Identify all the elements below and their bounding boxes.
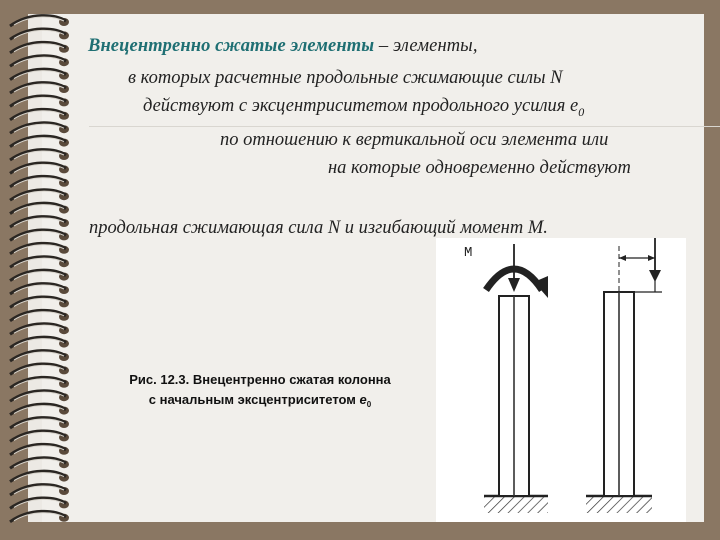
spiral-ring [10,444,69,454]
caption-line-1: Рис. 12.3. Внецентренно сжатая колонна [129,372,391,387]
spiral-ring [10,217,69,227]
dim-arrow-right [648,255,655,261]
caption-line-2 [90,390,430,415]
spiral-ring [10,243,69,253]
definition-heading [88,36,478,57]
right-force-label [665,238,673,243]
left-force-arrowhead [508,278,520,292]
definition-line-5: продольная сжимающая сила N и изгибающий момент M. [89,218,548,238]
spiral-ring [10,123,69,133]
spiral-ring [10,471,69,481]
spiral-ring [10,16,69,26]
spiral-ring [10,69,69,79]
spiral-ring [10,458,69,468]
spiral-ring [10,324,69,334]
eccentricity-letter [622,238,630,240]
spiral-ring [10,377,69,387]
eccentricity-label [622,238,638,240]
spiral-ring [10,109,69,119]
definition-line-4: на которые одновременно действуют [328,158,631,178]
spiral-ring [10,418,69,428]
spiral-ring [10,270,69,280]
defined-term: Внецентренно сжатые элементы [88,36,375,56]
divider [89,126,720,127]
caption-line-2-text: с начальным эксцентриситетом [148,392,356,407]
spiral-ring [10,29,69,39]
spiral-ring [10,257,69,267]
spiral-ring [10,337,69,347]
definition-line-2-subscript: 0 [578,105,585,119]
spiral-ring [10,404,69,414]
dim-arrow-left [619,255,626,261]
spiral-ring [10,150,69,160]
caption-e: е [359,392,367,407]
definition-dash: – элементы, [374,36,478,56]
spiral-ring [10,230,69,240]
spiral-ring [10,310,69,320]
spiral-ring [10,56,69,66]
eccentricity-subscript [630,238,638,240]
spiral-ring [10,297,69,307]
spiral-ring [10,511,69,521]
spiral-ring [10,284,69,294]
moment-label: M [464,245,473,261]
caption-e-subscript: 0 [366,400,372,409]
column-figure [436,238,686,522]
spiral-ring [10,203,69,213]
spiral-ring [10,176,69,186]
spiral-ring [10,42,69,52]
right-column [586,238,673,513]
definition-line-3: по отношению к вертикальной оси элемента или [220,130,609,150]
spiral-ring [10,485,69,495]
left-column [464,238,548,513]
spiral-ring [10,431,69,441]
spiral-ring [10,391,69,401]
left-ground-hatch [484,497,548,513]
definition-line-2-text: действуют с эксцентриситетом продольного усилия е [143,96,579,116]
spiral-binding [0,0,80,540]
spiral-ring [10,351,69,361]
spiral-ring [10,83,69,93]
right-force-arrowhead [649,270,661,282]
spiral-ring [10,136,69,146]
spiral-ring [10,163,69,173]
column-diagram [436,238,686,522]
right-ground-hatch [586,497,652,513]
definition-line-2 [143,96,584,120]
spiral-ring [10,96,69,106]
spiral-ring [10,190,69,200]
definition-line-1: в которых расчетные продольные сжимающие силы N [128,68,563,88]
figure-caption [90,370,430,415]
spiral-ring [10,364,69,374]
spiral-ring [10,498,69,508]
